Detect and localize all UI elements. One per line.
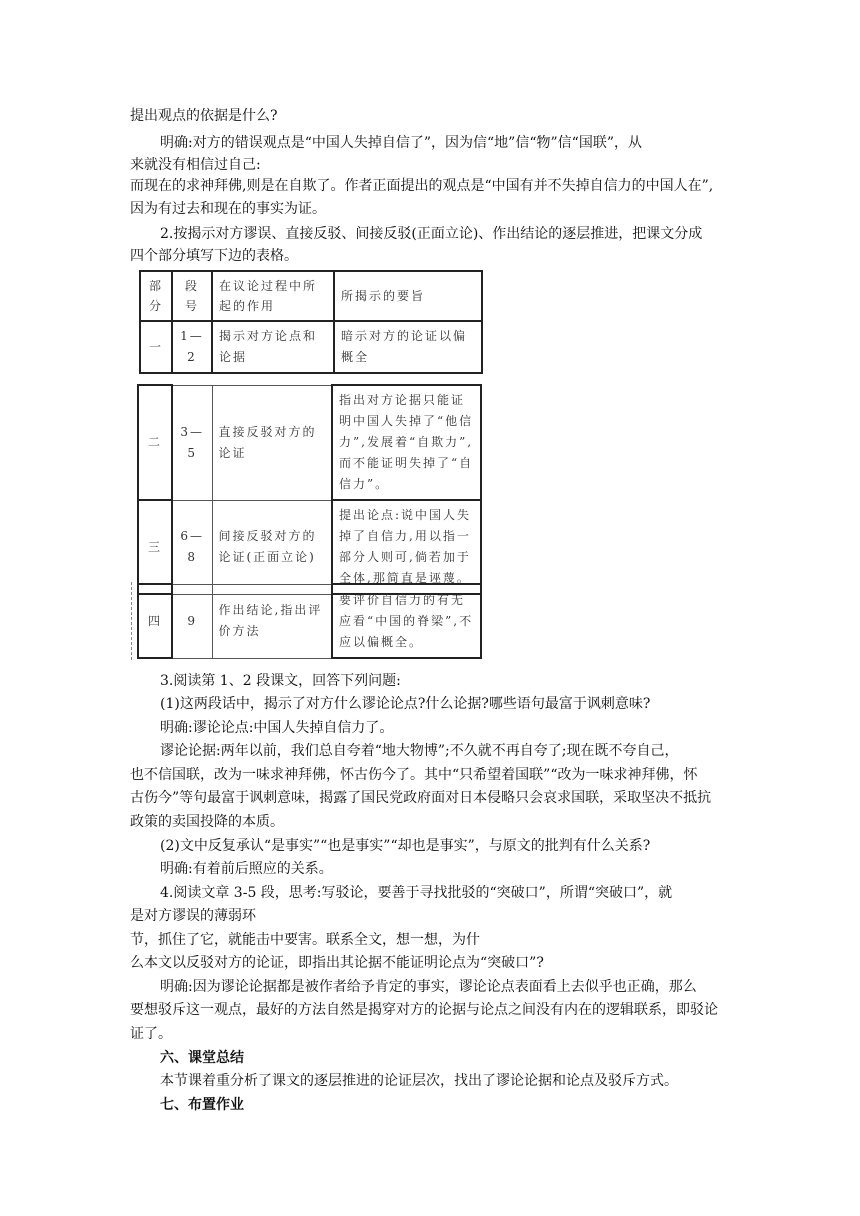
table-cell: 四 [138,584,172,658]
summary-table-part-3 [137,583,482,659]
table-cell: 二 [138,385,172,500]
table-row [138,500,481,594]
text-line: 么本文以反驳对方的论证，即指出其论据不能证明论点为“突破口”? [130,955,544,971]
text-line: 证了。 [130,1026,172,1042]
text-line: 本节课着重分析了课文的逐层推进的论证层次，找出了谬论论据和论点及驳斥方式。 [160,1073,678,1089]
text-line: 政策的卖国投降的本质。 [130,814,284,830]
text-line: 来就没有相信过自己: [130,157,261,173]
text-line: (1)这两段话中，揭示了对方什么谬论论点?什么论据?哪些语句最富于讽刺意味? [160,696,651,712]
table-cell: 要评价自信力的有无应看“中国的脊梁”,不应以偏概全。 [332,584,481,658]
section-heading: 七、布置作业 [160,1097,244,1113]
table-cell: 暗示对方的论证以偏概全 [334,321,482,373]
table-row [138,584,481,658]
text-line: 4.阅读文章 3-5 段，思考:写驳论，要善于寻找批驳的“突破口”，所谓“突破口”，就 [160,885,673,901]
summary-table-part-2 [137,384,482,595]
table-cell: 9 [172,584,212,658]
table-cell: 作出结论,指出评价方法 [212,584,332,658]
text-line: 四个部分填写下边的表格。 [130,248,298,264]
table-cell: 揭示对方论点和论据 [212,321,334,373]
text-line: 明确:因为谬论论据都是被作者给予肯定的事实，谬论论点表面看上去似乎也正确，那么 [160,979,697,995]
text-line: 谬论论据:两年以前，我们总自夸着“地大物博”;不久就不再自夸了;现在既不夸自己， [160,743,679,759]
table-cell: 三 [138,500,172,594]
text-line: 因为有过去和现在的事实为证。 [130,201,326,217]
table-cell: 1—2 [172,321,212,373]
text-line: 是对方谬误的薄弱环 [130,908,256,924]
text-line: 而现在的求神拜佛,则是在自欺了。作者正面提出的观点是“中国有并不失掉自信力的中国人在”, [130,178,714,194]
table-cell: 直接反驳对方的论证 [212,385,332,500]
table-header-cell: 在议论过程中所起的作用 [212,271,334,321]
text-line: 也不信国联，改为一味求神拜佛，怀古伤今了。其中“只希望着国联”“改为一味求神拜佛，怀 [130,767,698,783]
text-line: (2)文中反复承认“是事实”“也是事实”“却也是事实”，与原文的批判有什么关系? [160,838,651,854]
section-heading: 六、课堂总结 [160,1050,244,1066]
table-header-cell: 所揭示的要旨 [334,271,482,321]
text-line: 节，抓住了它，就能击中要害。联系全文，想一想，为什 [130,932,480,948]
scan-dashed-edge [131,582,132,660]
table-cell: 指出对方论据只能证明中国人失掉了“他信力”,发展着“自欺力”,而不能证明失掉了“自信力”。 [332,385,481,500]
text-line: 3.阅读第 1、2 段课文，回答下列问题: [160,673,401,689]
text-line: 2.按揭示对方谬误、直接反驳、间接反驳(正面立论)、作出结论的逐层推进，把课文分成 [160,226,703,242]
table-header-cell: 部分 [140,271,172,321]
table-cell: 间接反驳对方的论证(正面立论) [212,500,332,594]
summary-table-part-1 [139,270,483,374]
text-line: 明确:有着前后照应的关系。 [160,861,333,877]
table-cell: 3—5 [172,385,212,500]
table-cell: 6—8 [172,500,212,594]
table-cell: 提出论点:说中国人失掉了自信力,用以指一部分人则可,倘若加于全体,那简直是诬蔑。 [332,500,481,594]
table-row [138,385,481,500]
text-line: 明确:谬论论点:中国人失掉自信力了。 [160,720,394,736]
table-row [140,321,482,373]
text-line: 古伤今”等句最富于讽刺意味，揭露了国民党政府面对日本侵略只会哀求国联，采取坚决不抵抗 [130,790,712,806]
text-line: 要想驳斥这一观点，最好的方法自然是揭穿对方的论据与论点之间没有内在的逻辑联系，即驳论 [130,1002,718,1018]
table-header-row [140,271,482,321]
text-line: 明确:对方的错误观点是“中国人失掉自信了”，因为信“地”信“物”信“国联”，从 [160,135,642,151]
table-cell: 一 [140,321,172,373]
table-header-cell: 段号 [172,271,212,321]
text-line: 提出观点的依据是什么? [130,108,278,124]
